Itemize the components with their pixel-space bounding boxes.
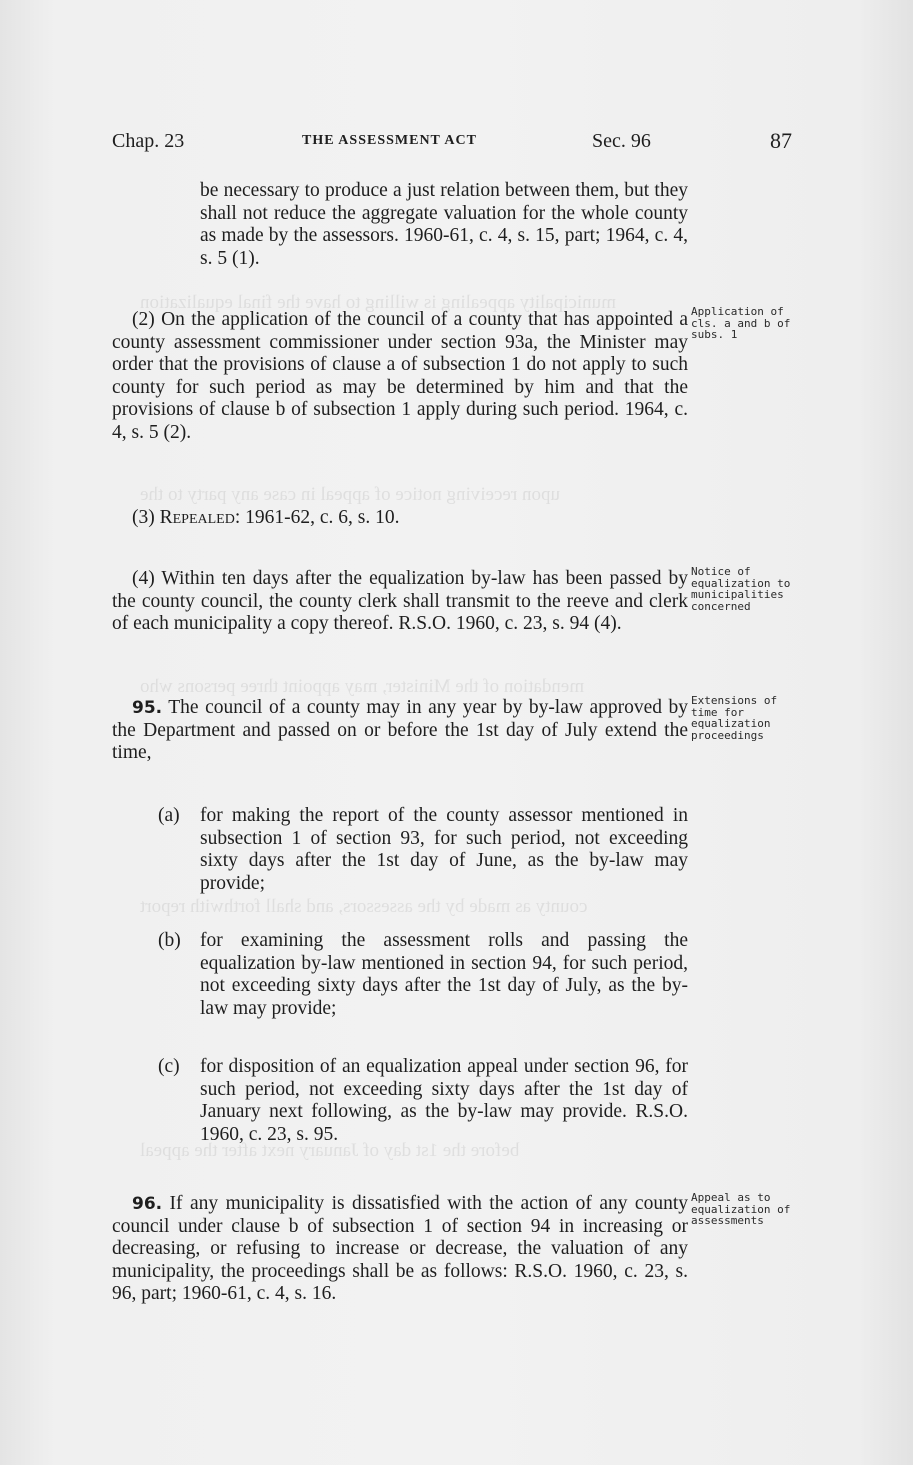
clause-label: (c)	[158, 1056, 180, 1077]
subsection-2	[112, 309, 688, 445]
paragraph-text: (4) Within ten days after the equalization by-law has been passed by the county council, the county clerk shall transmit to the reeve and clerk of each municipality a copy thereof. R.S.O. 1960, c. 23, s. 94 (4).	[112, 568, 688, 635]
paragraph-text: be necessary to produce a just relation between them, but they shall not reduce the aggregate valuation for the whole county as made by the assessors. 1960-61, c. 4, s. 15, part; 1964, c. 4, s. 5 (1).	[200, 180, 688, 269]
clause-text	[112, 930, 688, 1020]
margin-note-application: Application of cls. a and b of subs. 1	[691, 305, 791, 341]
bleed-through: upon receiving notice of appeal in case any party to the	[140, 484, 560, 505]
clause-c	[112, 1056, 688, 1146]
section-95	[112, 697, 688, 765]
clause-body: for examining the assessment rolls and passing the equalization by-law mentioned in section 94, for such period, not exceeding sixty days after the 1st day of July, as the by-law may provide;	[200, 930, 688, 1019]
repealed-label: Repealed	[159, 507, 235, 528]
section-number: 95.	[132, 698, 163, 718]
clause-b	[112, 930, 688, 1020]
clause-a	[112, 805, 688, 895]
clause-body: for making the report of the county assessor mentioned in subsection 1 of section 93, for such period, not exceeding sixty days after the 1st day of June, as the by-law may provide;	[200, 805, 688, 894]
citation: : 1961-62, c. 6, s. 10.	[234, 507, 400, 528]
chapter-label: Chap. 23	[112, 130, 185, 152]
clause-label: (a)	[158, 805, 180, 826]
bleed-through: mendation of the Minister, may appoint three persons who	[140, 676, 585, 697]
paragraph-text	[112, 507, 688, 530]
clause-label: (b)	[158, 930, 181, 951]
bleed-through: before the 1st day of January next after the appeal	[140, 1140, 520, 1161]
bleed-through: county as made by the assessors, and shall forthwith report	[140, 896, 588, 917]
subsection-3	[112, 507, 688, 530]
bleed-through: municipality appealing is willing to have the final equalization	[140, 292, 616, 313]
paragraph-text	[112, 1193, 688, 1306]
subsection-label: (3)	[132, 507, 160, 528]
section-text: If any municipality is dissatisfied with the action of any county council under clause b of subsection 1 of section 94 in increasing or decreasing, or refusing to increase or decrease, the valuation of any municipality, the proceedings shall be as follows: R.S.O. 1960, c. 23, s. 96, part; 1960-61, c. 4, s. 16.	[112, 1193, 688, 1305]
section-number: 96.	[132, 1194, 163, 1214]
margin-note-extensions: Extensions of time for equalization proceedings	[691, 694, 778, 742]
section-96	[112, 1193, 688, 1306]
paragraph-text: (2) On the application of the council of a county that has appointed a county assessment commissioner under section 93a, the Minister may order that the provisions of clause a of subsection 1 do not apply to such county for such period as may be determined by him and that the provisions of clause b of subsection 1 apply during such period. 1964, c. 4, s. 5 (2).	[112, 309, 688, 443]
page-number: 87	[770, 128, 792, 153]
continuation-paragraph	[112, 180, 688, 270]
running-header	[112, 130, 792, 160]
margin-note-notice: Notice of equalization to municipalities concerned	[691, 565, 791, 613]
act-title: THE ASSESSMENT ACT	[302, 133, 477, 148]
subsection-4	[112, 568, 688, 636]
clause-text	[112, 805, 688, 895]
margin-note-appeal: Appeal as to equalization of assessments	[691, 1191, 791, 1227]
clause-body: for disposition of an equalization appeal under section 96, for such period, not exceeding sixty days after the 1st day of January next following, as the by-law may provide. R.S.O. 1960, c. 23, s. 95.	[200, 1056, 688, 1145]
section-text: The council of a county may in any year by by-law approved by the Department and passed on or before the 1st day of July extend the time,	[112, 697, 688, 764]
paragraph-text	[112, 697, 688, 765]
clause-text	[112, 1056, 688, 1146]
section-label: Sec. 96	[592, 130, 651, 152]
